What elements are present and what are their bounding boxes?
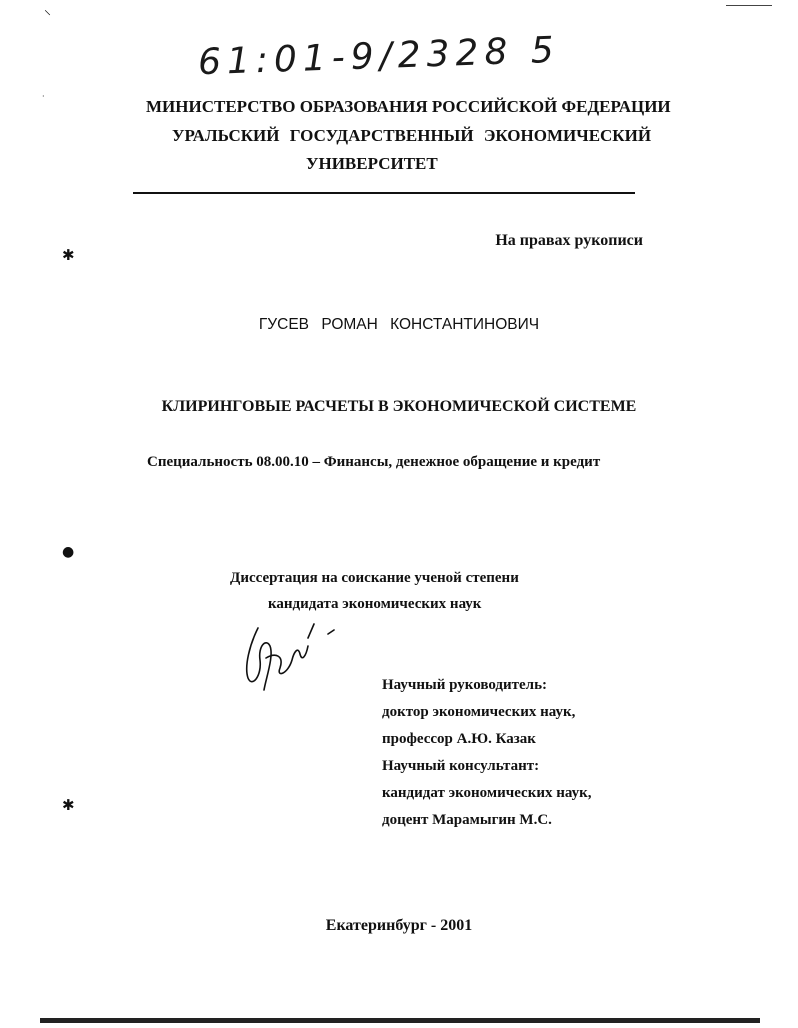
margin-mark: ✱ bbox=[62, 246, 75, 264]
scan-artifact: · bbox=[42, 92, 45, 101]
archive-number-handwritten: 61:01-9/2328 5 bbox=[197, 29, 561, 84]
specialty-line: Специальность 08.00.10 – Финансы, денежное обращение и кредит bbox=[147, 454, 601, 470]
margin-mark: ● bbox=[62, 544, 75, 560]
rights-note: На правах рукописи bbox=[495, 232, 643, 249]
scan-artifact bbox=[726, 5, 772, 6]
consultant-name: доцент Марамыгин М.С. bbox=[382, 812, 552, 828]
scan-artifact: ⸌ bbox=[44, 8, 51, 24]
dissertation-title: КЛИРИНГОВЫЕ РАСЧЕТЫ В ЭКОНОМИЧЕСКОЙ СИСТЕМЕ bbox=[161, 398, 637, 415]
university-name-cont: УНИВЕРСИТЕТ bbox=[306, 154, 438, 173]
consultant-degree: кандидат экономических наук, bbox=[382, 785, 592, 801]
advisor-role: Научный руководитель: bbox=[382, 677, 547, 693]
scan-edge bbox=[40, 1018, 760, 1023]
author-name: ГУСЕВ РОМАН КОНСТАНТИНОВИЧ bbox=[258, 316, 540, 333]
advisor-name: профессор А.Ю. Казак bbox=[382, 731, 536, 747]
ministry-name: МИНИСТЕРСТВО ОБРАЗОВАНИЯ РОССИЙСКОЙ ФЕДЕРАЦИИ bbox=[146, 97, 671, 116]
header-divider bbox=[133, 192, 635, 194]
consultant-role: Научный консультант: bbox=[382, 758, 540, 774]
advisors-block bbox=[382, 672, 592, 834]
degree-line-1: Диссертация на соискание ученой степени bbox=[230, 570, 519, 586]
university-name: УРАЛЬСКИЙ ГОСУДАРСТВЕННЫЙ ЭКОНОМИЧЕСКИЙ bbox=[172, 126, 652, 145]
city-year: Екатеринбург - 2001 bbox=[325, 917, 473, 934]
advisor-degree: доктор экономических наук, bbox=[382, 704, 576, 720]
degree-line-2: кандидата экономических наук bbox=[268, 596, 482, 612]
margin-mark: ✱ bbox=[62, 796, 75, 814]
signature bbox=[236, 616, 346, 696]
